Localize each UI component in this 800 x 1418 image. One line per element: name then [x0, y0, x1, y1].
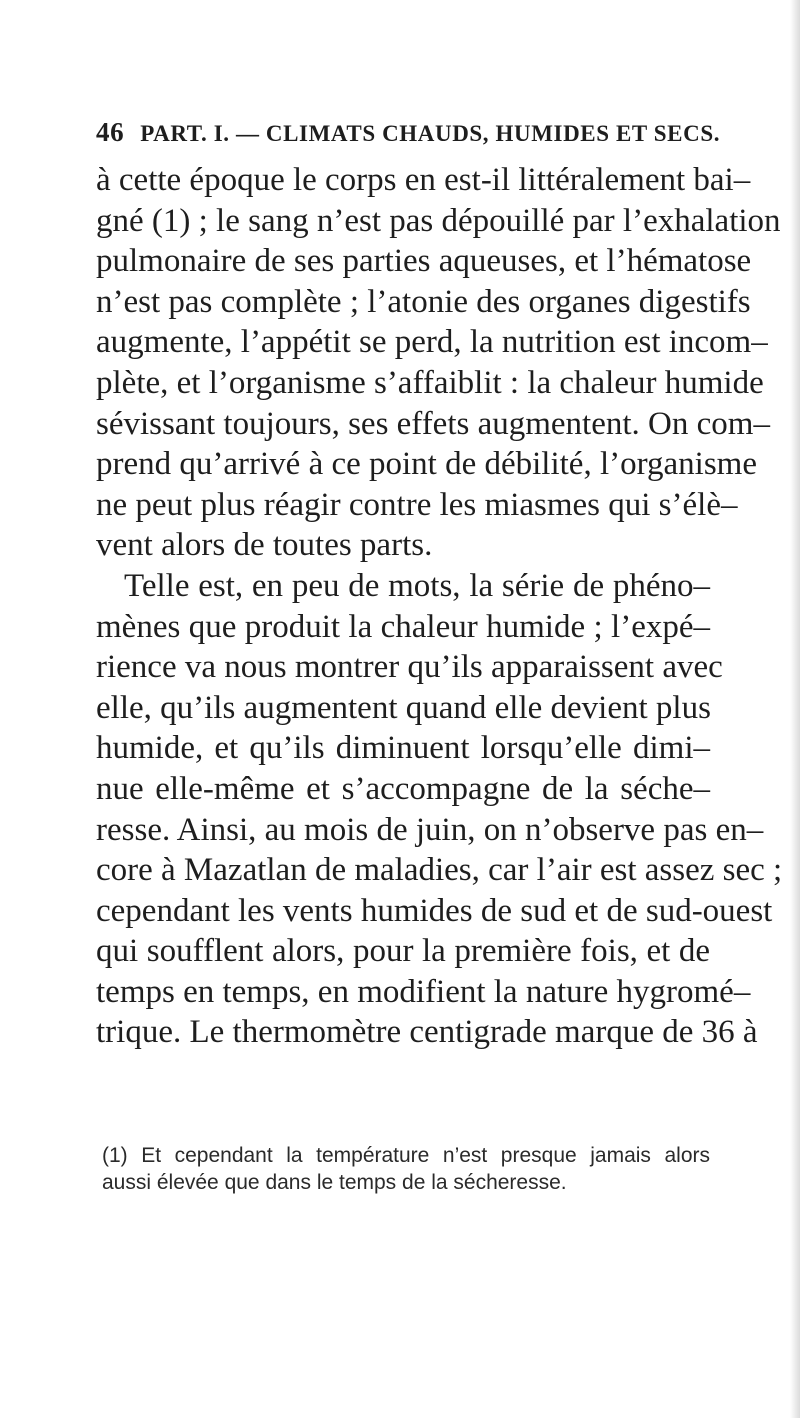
text-line: core à Mazatlan de maladies, car l’air est assez sec ;: [96, 852, 783, 889]
text-line: temps en temps, en modifient la nature hygromé–: [96, 973, 751, 1010]
text-line: pulmonaire de ses parties aqueuses, et l’hématose: [96, 243, 752, 280]
text-line: rience va nous montrer qu’ils apparaissent avec: [96, 649, 723, 686]
page-edge-shadow: [790, 0, 800, 1418]
footnote: [102, 1142, 710, 1196]
paragraph-start-line: Telle est, en peu de mots, la série de phéno–: [124, 567, 710, 604]
text-line: resse. Ainsi, au mois de juin, on n’observe pas en–: [96, 811, 764, 848]
footnote-line: aussi élevée que dans le temps de la sécheresse.: [102, 1171, 567, 1194]
text-line: elle, qu’ils augmentent quand elle devient plus: [96, 689, 711, 726]
text-line: sévissant toujours, ses effets augmentent. On com–: [96, 405, 770, 442]
body-text: [96, 160, 783, 1053]
footnote-line: (1) Et cependant la température n’est presque jamais alors: [102, 1144, 710, 1167]
text-line: prend qu’arrivé à ce point de débilité, l’organisme: [96, 446, 757, 483]
text-line: nue elle-même et s’accompagne de la séche–: [96, 770, 710, 807]
running-head: [96, 117, 721, 151]
running-title: PART. I. — CLIMATS CHAUDS, HUMIDES ET SECS.: [140, 121, 721, 146]
text-line: gné (1) ; le sang n’est pas dépouillé par l’exhalation: [96, 202, 781, 239]
text-line: qui soufflent alors, pour la première fois, et de: [96, 933, 710, 970]
text-line: cependant les vents humides de sud et de sud-ouest: [96, 892, 773, 929]
text-line: ne peut plus réagir contre les miasmes qui s’élè–: [96, 486, 738, 523]
text-line: plète, et l’organisme s’affaiblit : la chaleur humide: [96, 364, 764, 401]
text-line: humide, et qu’ils diminuent lorsqu’elle dimi–: [96, 730, 710, 767]
text-line: trique. Le thermomètre centigrade marque de 36 à: [96, 1014, 758, 1051]
text-line: augmente, l’appétit se perd, la nutrition est incom–: [96, 324, 768, 361]
paragraph-end-line: vent alors de toutes parts.: [96, 527, 433, 564]
text-line: à cette époque le corps en est-il littéralement bai–: [96, 162, 751, 198]
text-line: n’est pas complète ; l’atonie des organes digestifs: [96, 283, 751, 320]
page-number: 46: [96, 117, 125, 147]
text-line: mènes que produit la chaleur humide ; l’expé–: [96, 608, 710, 645]
